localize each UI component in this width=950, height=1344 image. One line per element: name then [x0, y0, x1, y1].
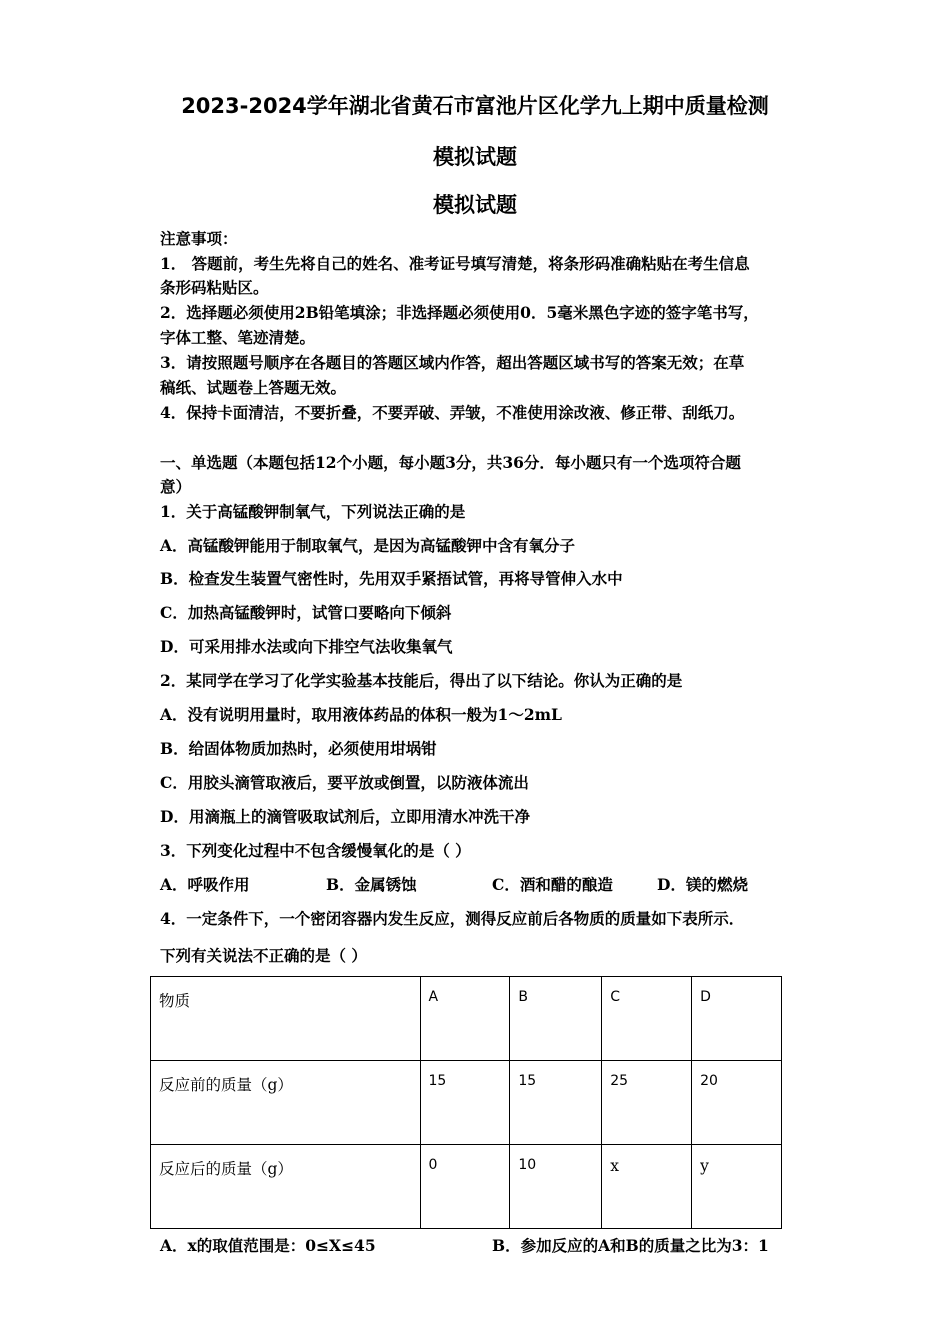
question-1-option-a: A．高锰酸钾能用于制取氧气，是因为高锰酸钾中含有氧分子 [160, 536, 576, 555]
question-3-option-c: C．酒和醋的酿造 [492, 875, 613, 894]
table-header-row [151, 977, 782, 1061]
table-cell: 0 [420, 1145, 510, 1229]
notice-line: 2．选择题必须使用2B铅笔填涂；非选择题必须使用0．5毫米黑色字迹的签字笔书写， [160, 303, 759, 322]
table-cell: 25 [602, 1061, 692, 1145]
table-cell: x [602, 1145, 692, 1229]
table-row [151, 1061, 782, 1145]
table-cell: y [692, 1145, 782, 1229]
section-heading-cont: 意） [160, 477, 192, 496]
question-1-option-d: D．可采用排水法或向下排空气法收集氧气 [160, 637, 453, 656]
mass-table [150, 976, 782, 1229]
question-3-stem: 3．下列变化过程中不包含缓慢氧化的是（ ） [160, 841, 471, 860]
question-2-option-a: A．没有说明用量时，取用液体药品的体积一般为1～2mL [160, 705, 562, 724]
question-1-option-b: B．检查发生装置气密性时，先用双手紧捂试管，再将导管伸入水中 [160, 569, 623, 588]
question-1-stem: 1．关于高锰酸钾制氧气，下列说法正确的是 [160, 502, 466, 521]
notice-line: 条形码粘贴区。 [160, 278, 269, 297]
notice-line: 4．保持卡面清洁，不要折叠，不要弄破、弄皱，不准使用涂改液、修正带、刮纸刀。 [160, 403, 745, 422]
table-cell: 反应后的质量（g） [151, 1145, 421, 1229]
exam-subtitle: 模拟试题 [433, 145, 517, 169]
table-cell: C [602, 977, 692, 1061]
table-cell: 10 [510, 1145, 602, 1229]
question-3-option-b: B．金属锈蚀 [326, 875, 417, 894]
question-3-option-d: D．镁的燃烧 [657, 875, 748, 894]
question-2-stem: 2．某同学在学习了化学实验基本技能后，得出了以下结论。你认为正确的是 [160, 671, 683, 690]
table-cell: D [692, 977, 782, 1061]
section-heading: 一、单选题（本题包括12个小题，每小题3分，共36分．每小题只有一个选项符合题 [160, 453, 741, 472]
table-row [151, 1145, 782, 1229]
question-4-stem-cont: 下列有关说法不正确的是（ ） [160, 946, 367, 965]
table-cell: 15 [510, 1061, 602, 1145]
exam-title: 2023-2024学年湖北省黄石市富池片区化学九上期中质量检测 [181, 94, 769, 118]
table-cell: 反应前的质量（g） [151, 1061, 421, 1145]
question-2-option-c: C．用胶头滴管取液后，要平放或倒置，以防液体流出 [160, 773, 529, 792]
question-1-option-c: C．加热高锰酸钾时，试管口要略向下倾斜 [160, 603, 452, 622]
question-3-option-a: A．呼吸作用 [160, 875, 250, 894]
question-4-stem: 4．一定条件下，一个密闭容器内发生反应，测得反应前后各物质的质量如下表所示． [160, 909, 745, 928]
notice-line: 3．请按照题号顺序在各题目的答题区域内作答，超出答题区域书写的答案无效；在草 [160, 353, 745, 372]
table-cell: B [510, 977, 602, 1061]
table-cell: 物质 [151, 977, 421, 1061]
notice-line: 稿纸、试题卷上答题无效。 [160, 378, 347, 397]
table-cell: A [420, 977, 510, 1061]
table-cell: 20 [692, 1061, 782, 1145]
question-2-option-b: B．给固体物质加热时，必须使用坩埚钳 [160, 739, 437, 758]
question-2-option-d: D．用滴瓶上的滴管吸取试剂后，立即用清水冲洗干净 [160, 807, 530, 826]
notice-heading: 注意事项： [160, 229, 238, 248]
exam-subtitle-repeat: 模拟试题 [433, 193, 517, 217]
notice-line: 字体工整、笔迹清楚。 [160, 328, 316, 347]
question-4-option-a: A．x的取值范围是：0≤X≤45 [160, 1236, 376, 1255]
table-cell: 15 [420, 1061, 510, 1145]
notice-line: 1． 答题前，考生先将自己的姓名、准考证号填写清楚，将条形码准确粘贴在考生信息 [160, 254, 750, 273]
question-4-option-b: B．参加反应的A和B的质量之比为3：1 [492, 1236, 769, 1255]
